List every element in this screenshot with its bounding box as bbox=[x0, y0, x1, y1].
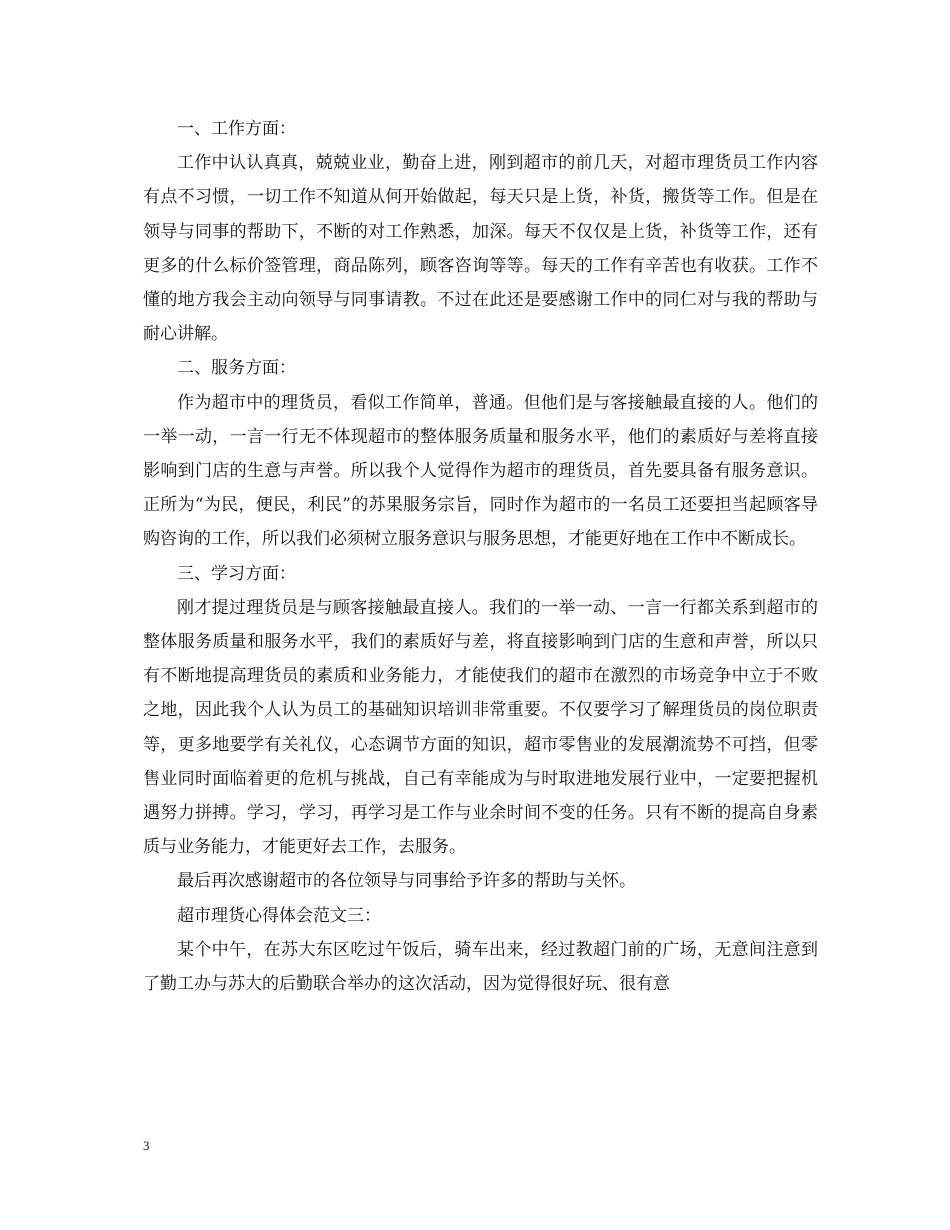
paragraph-work: 工作中认认真真，兢兢业业，勤奋上进，刚到超市的前几天，对超市理货员工作内容有点不习惯，一切工作不知道从何开始做起，每天只是上货，补货，搬货等工作。但是在领导与同事的帮助下，不断的对工作熟悉，加深。每天不仅仅是上货，补货等工作，还有更多的什么标价签管理，商品陈列，顾客咨询等等。每天的工作有辛苦也有收获。工作不懂的地方我会主动向领导与同事请教。不过在此还是要感谢工作中的同仁对与我的帮助与耐心讲解。 bbox=[143, 153, 818, 345]
heading-work: 一、工作方面： bbox=[177, 119, 296, 139]
paragraph-thanks: 最后再次感谢超市的各位领导与同事给予许多的帮助与关怀。 bbox=[177, 871, 636, 892]
heading-study: 三、学习方面： bbox=[177, 563, 296, 584]
heading-service: 二、服务方面： bbox=[177, 358, 296, 379]
paragraph-service: 作为超市中的理货员，看似工作简单，普通。但他们是与客接触最直接的人。他们的一举一动，一言一行无不体现超市的整体服务质量和服务水平，他们的素质好与差将直接影响到门店的生意与声誉。所以我个人觉得作为超市的理货员，首先要具备有服务意识。正所为“为民，便民，利民”的苏果服务宗旨，同时作为超市的一名员工还要担当起顾客导购咨询的工作，所以我们必须树立服务意识与服务思想，才能更好地在工作中不断成长。 bbox=[143, 392, 818, 550]
paragraph-sample-three: 某个中午，在苏大东区吃过午饭后，骑车出来，经过教超门前的广场，无意间注意到了勤工办与苏大的后勤联合举办的这次活动，因为觉得很好玩、很有意 bbox=[143, 939, 818, 995]
heading-sample-three: 超市理货心得体会范文三： bbox=[177, 905, 381, 926]
document-body bbox=[143, 112, 818, 1001]
page-number: 3 bbox=[143, 1138, 150, 1153]
paragraph-study: 刚才提过理货员是与顾客接触最直接人。我们的一举一动、一言一行都关系到超市的整体服务质量和服务水平，我们的素质好与差，将直接影响到门店的生意和声誉，所以只有不断地提高理货员的素质和业务能力，才能使我们的超市在激烈的市场竞争中立于不败之地，因此我个人认为员工的基础知识培训非常重要。不仅要学习了解理货员的岗位职责等，更多地要学有关礼仪，心态调节方面的知识，超市零售业的发展潮流势不可挡，但零售业同时面临着更的危机与挑战，自己有幸能成为与时取进地发展行业中，一定要把握机遇努力拼搏。学习，学习，再学习是工作与业余时间不变的任务。只有不断的提高自身素质与业务能力，才能更好去工作，去服务。 bbox=[143, 597, 818, 858]
